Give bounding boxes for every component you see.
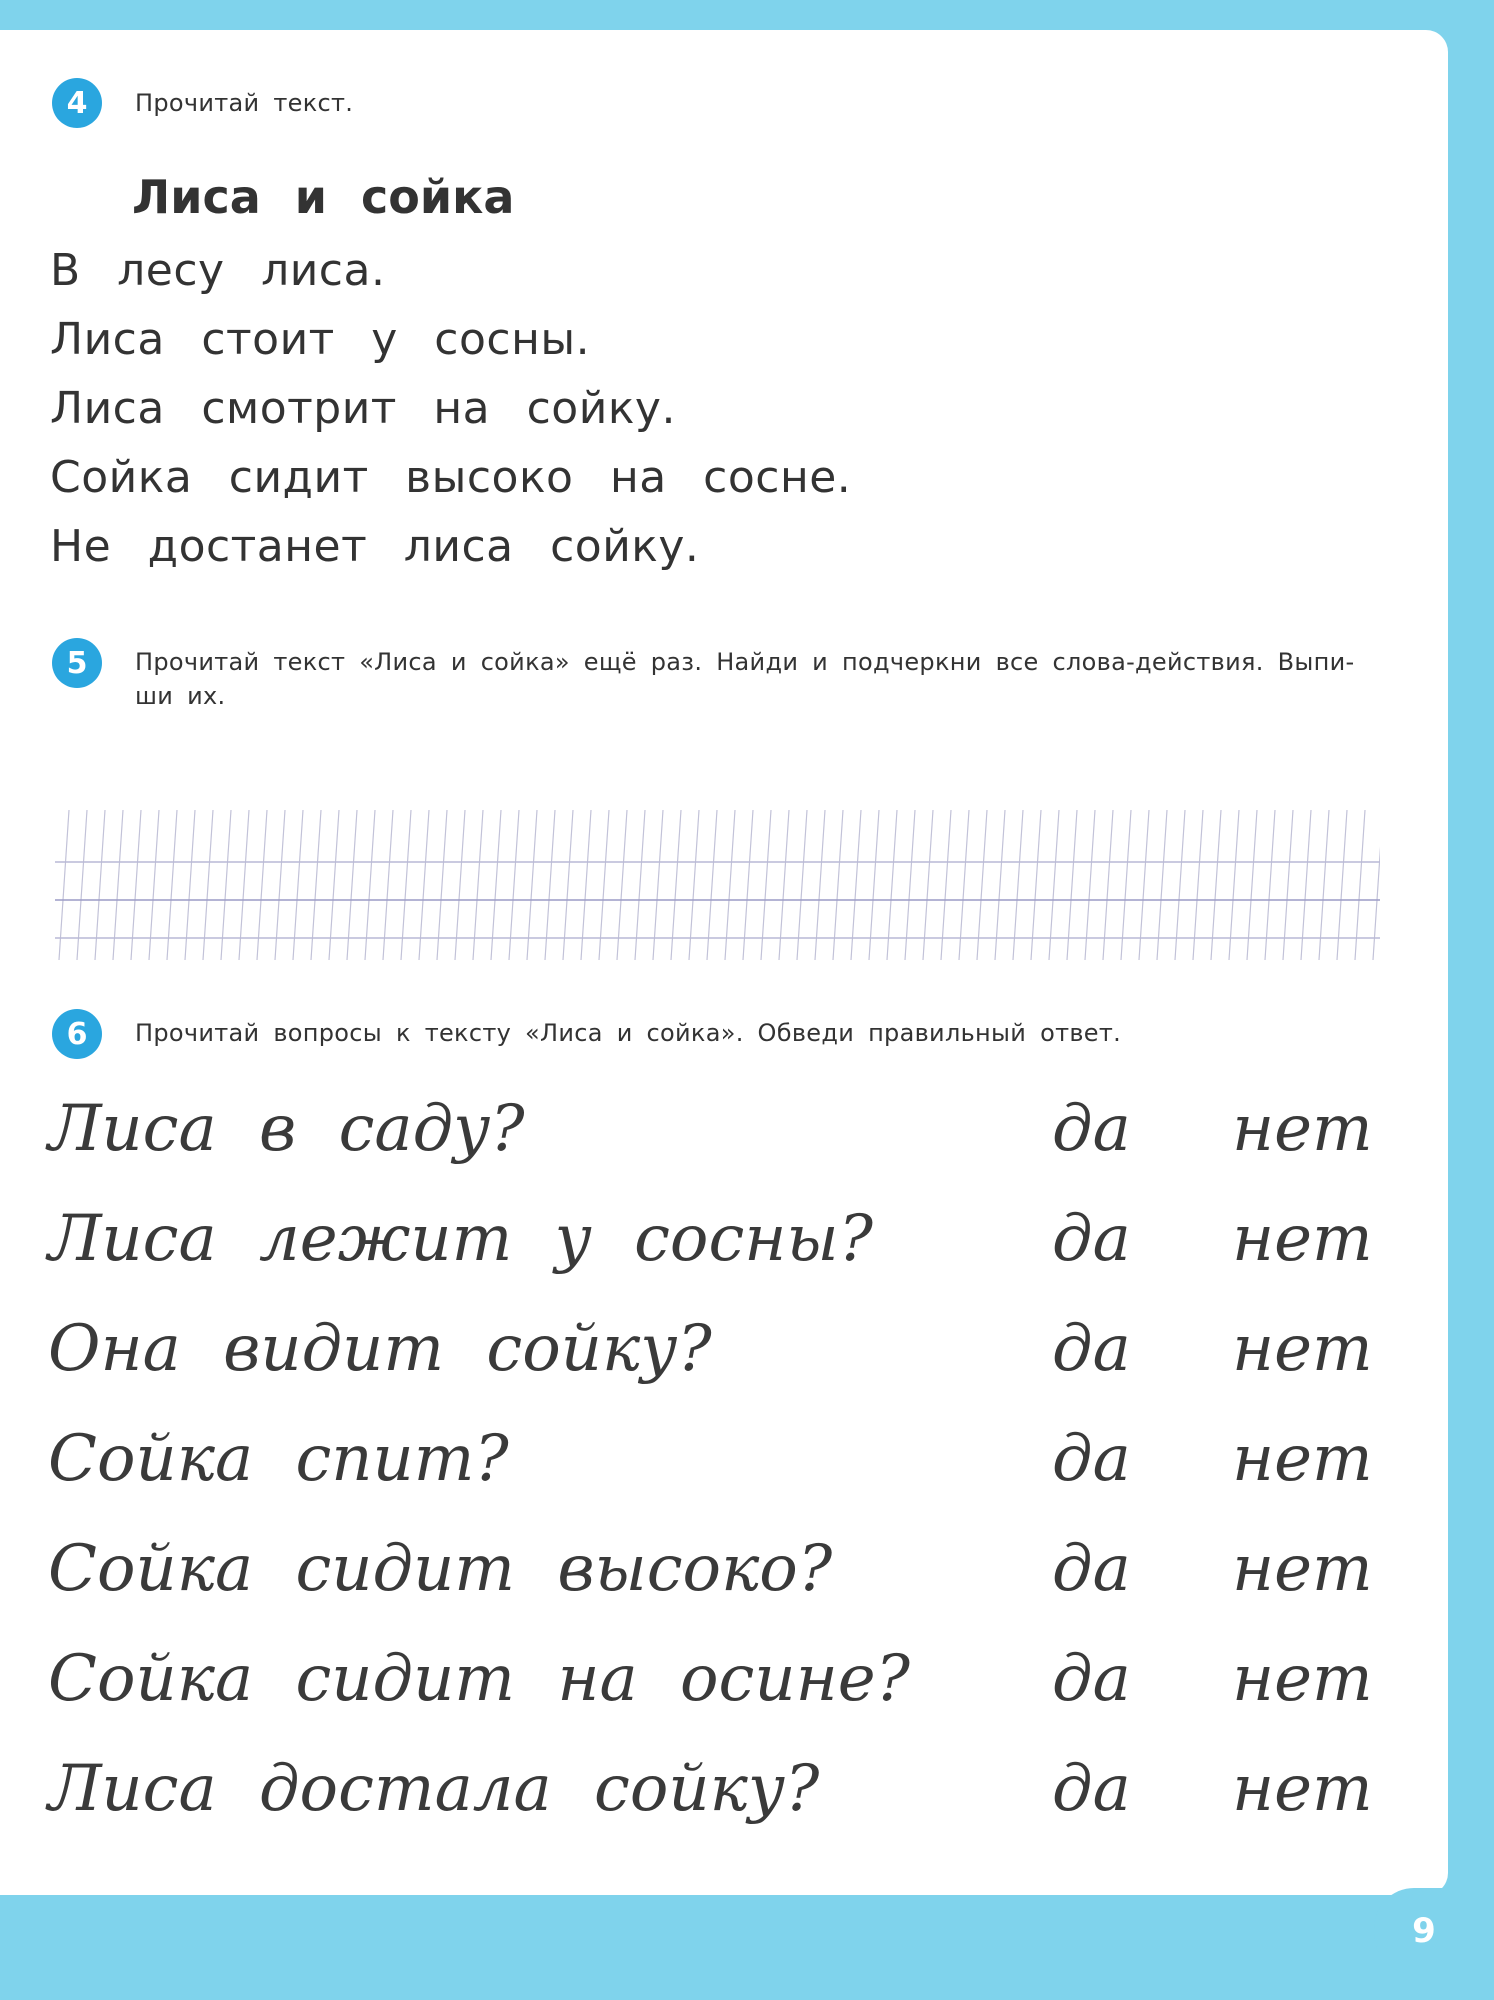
answer-yes-1[interactable]: да [1052,1092,1131,1166]
task-4-instruction: Прочитай текст. [135,89,354,117]
task-4-number-badge: 4 [52,78,102,128]
question-2: Лиса лежит у сосны? [48,1202,873,1276]
dotted-footer-rule [0,1926,1380,1930]
answer-yes-6[interactable]: да [1052,1642,1131,1716]
answer-no-1[interactable]: нет [1232,1092,1373,1166]
question-7: Лиса достала сойку? [48,1752,820,1826]
task-5-number-badge: 5 [52,638,102,688]
answer-yes-5[interactable]: да [1052,1532,1131,1606]
question-3: Она видит сойку? [48,1312,712,1386]
question-6: Сойка сидит на осине? [48,1642,910,1716]
question-5: Сойка сидит высоко? [48,1532,833,1606]
answer-no-3[interactable]: нет [1232,1312,1373,1386]
story-line: Лиса стоит у сосны. [50,314,591,365]
story-line: Сойка сидит высоко на сосне. [50,452,852,503]
workbook-page [0,30,1448,1895]
story-line: В лесу лиса. [50,245,386,296]
task-5-instruction-line-2: ши их. [135,682,226,710]
answer-no-5[interactable]: нет [1232,1532,1373,1606]
handwriting-grid[interactable] [55,810,1380,960]
story-title: Лиса и сойка [132,170,515,224]
page-number: 9 [1374,1888,1474,1974]
answer-no-2[interactable]: нет [1232,1202,1373,1276]
story-line: Лиса смотрит на сойку. [50,383,676,434]
answer-yes-2[interactable]: да [1052,1202,1131,1276]
answer-no-6[interactable]: нет [1232,1642,1373,1716]
task-6-number-badge: 6 [52,1009,102,1059]
question-4: Сойка спит? [48,1422,509,1496]
answer-no-7[interactable]: нет [1232,1752,1373,1826]
answer-yes-7[interactable]: да [1052,1752,1131,1826]
answer-no-4[interactable]: нет [1232,1422,1373,1496]
story-line: Не достанет лиса сойку. [50,521,700,572]
question-1: Лиса в саду? [48,1092,525,1166]
answer-yes-3[interactable]: да [1052,1312,1131,1386]
answer-yes-4[interactable]: да [1052,1422,1131,1496]
task-6-instruction: Прочитай вопросы к тексту «Лиса и сойка». Обведи правильный ответ. [135,1019,1122,1047]
task-5-instruction-line-1: Прочитай текст «Лиса и сойка» ещё раз. Найди и подчеркни все слова-действия. Выпи- [135,648,1355,676]
